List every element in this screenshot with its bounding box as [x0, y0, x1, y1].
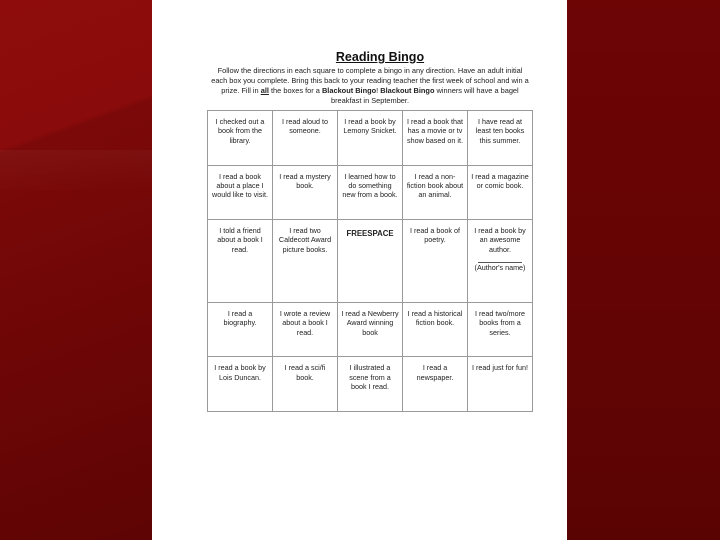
bingo-grid: [207, 110, 533, 412]
bingo-cell: I read a magazine or comic book.: [468, 165, 533, 220]
bingo-cell: I have read at least ten books this summer.: [468, 111, 533, 166]
bingo-row: [208, 111, 533, 166]
bingo-cell: I read a book by Lemony Snicket.: [338, 111, 403, 166]
bingo-cell: I read a book of poetry.: [403, 220, 468, 303]
bingo-cell-author: [468, 220, 533, 303]
bingo-cell: I read two/more books from a series.: [468, 302, 533, 357]
bingo-row: [208, 165, 533, 220]
bingo-cell: I read a Newberry Award winning book: [338, 302, 403, 357]
bingo-cell: I read a newspaper.: [403, 357, 468, 412]
blackout-bingo-term: Blackout Bingo: [321, 86, 377, 95]
bingo-cell: I read a book by Lois Duncan.: [208, 357, 273, 412]
bingo-cell: I told a friend about a book I read.: [208, 220, 273, 303]
bingo-row: [208, 357, 533, 412]
bingo-row: [208, 220, 533, 303]
bingo-cell: I checked out a book from the library.: [208, 111, 273, 166]
bingo-cell: I read aloud to someone.: [273, 111, 338, 166]
bingo-cell: I read a sci/fi book.: [273, 357, 338, 412]
bingo-row: [208, 302, 533, 357]
bingo-cell: I learned how to do something new from a book.: [338, 165, 403, 220]
page-title: Reading Bingo: [335, 50, 425, 64]
bingo-cell: I wrote a review about a book I read.: [273, 302, 338, 357]
blackout-bingo-term: Blackout Bingo: [380, 86, 435, 95]
bingo-cell: I read a biography.: [208, 302, 273, 357]
bingo-cell-text: I read a book by an awesome author.: [474, 226, 526, 254]
bingo-cell: I read two Caldecott Award picture books.: [273, 220, 338, 303]
instructions: Follow the directions in each square to complete a bingo in any direction. Have an adult initial each box you complete. Bring this back to your reading teacher the first week of school and win a prize. Fill in all the boxes for a Blackout Bingo! Blackout Bingo winners will have a bagel breakfast in September.: [211, 66, 529, 105]
slide-background-right: [567, 0, 720, 540]
bingo-header: [207, 50, 533, 106]
bingo-cell: I read just for fun!: [468, 357, 533, 412]
author-name-note: (Author's name): [474, 263, 526, 273]
free-space-cell: FREESPACE: [338, 220, 403, 303]
bingo-cell: I illustrated a scene from a book I read.: [338, 357, 403, 412]
bingo-cell: I read a book that has a movie or tv show based on it.: [403, 111, 468, 166]
slide-background-left: [0, 0, 152, 540]
bingo-cell: I read a mystery book.: [273, 165, 338, 220]
bingo-cell: I read a historical fiction book.: [403, 302, 468, 357]
bingo-cell: I read a book about a place I would like to visit.: [208, 165, 273, 220]
bingo-cell: I read a non-fiction book about an animal.: [403, 165, 468, 220]
emphasis-all: all: [260, 86, 269, 95]
